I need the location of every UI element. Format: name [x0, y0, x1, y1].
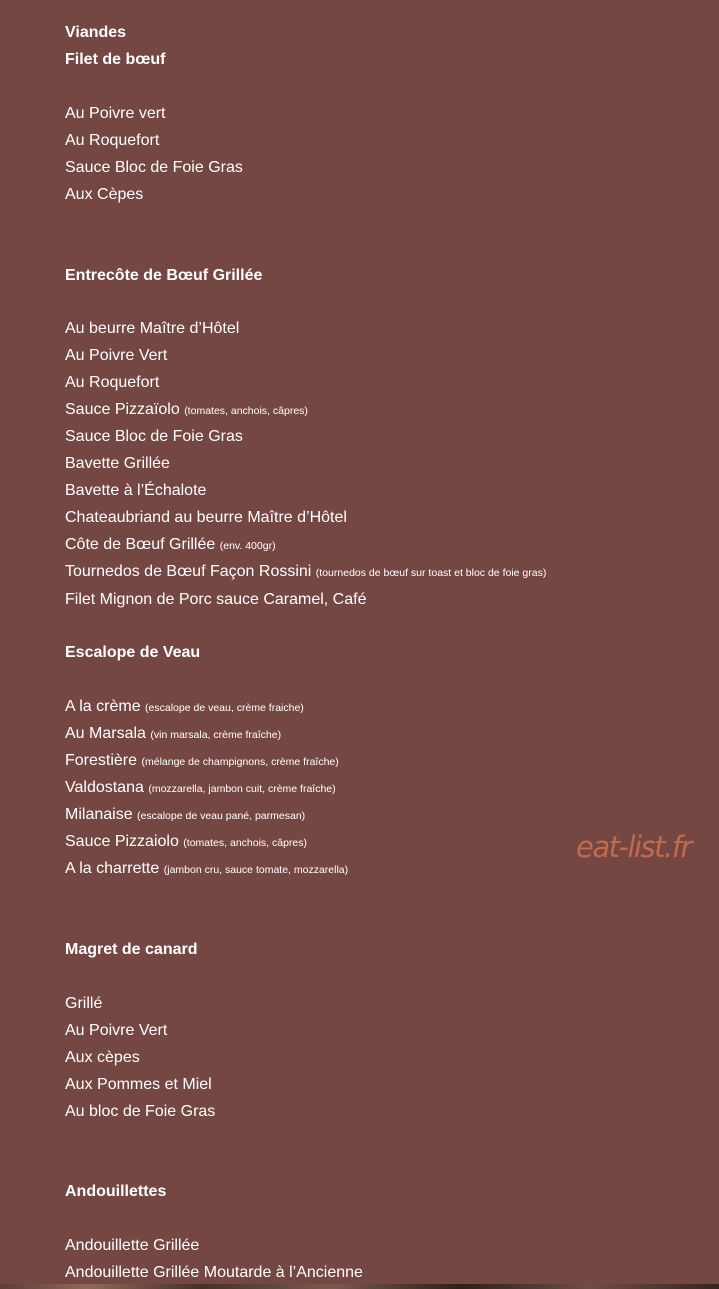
item-name: Côte de Bœuf Grillée: [65, 536, 216, 553]
menu-title: Viandes: [65, 24, 127, 41]
menu-item: [65, 481, 206, 501]
menu-item: [65, 832, 307, 853]
section-heading-escalope: Escalope de Veau: [65, 644, 201, 661]
item-note: (escalope de veau pané, parmesan): [137, 810, 306, 822]
item-name: Au Roquefort: [65, 374, 160, 391]
item-name: Valdostana: [65, 779, 144, 796]
item-name: Sauce Pizzaiolo: [65, 833, 179, 850]
menu-item: [65, 319, 239, 339]
menu-item: [65, 751, 339, 772]
item-name: Tournedos de Bœuf Façon Rossini: [65, 563, 312, 580]
menu-item: [65, 724, 281, 745]
item-note: (tournedos de bœuf sur toast et bloc de foie gras): [315, 567, 547, 579]
item-name: Au Poivre Vert: [65, 347, 168, 364]
menu-item: [65, 508, 347, 528]
item-note: (mélange de champignons, crème fraîche): [141, 756, 339, 768]
menu-item: [65, 373, 159, 393]
item-name: A la charrette: [65, 860, 160, 877]
menu-item: Au bloc de Foie Gras: [65, 1103, 216, 1120]
menu-item: Aux cèpes: [65, 1049, 140, 1066]
section-heading-filet: Filet de bœuf: [65, 51, 166, 68]
item-note: (vin marsala, crème fraîche): [150, 729, 282, 741]
item-name: Au Marsala: [65, 725, 146, 742]
cropped-photo-strip: [0, 1284, 719, 1289]
item-name: Milanaise: [65, 806, 133, 823]
menu-item: Andouillette Grillée: [65, 1237, 200, 1254]
section-heading-magret: Magret de canard: [65, 941, 198, 958]
menu-item: Grillé: [65, 995, 103, 1012]
menu-item: [65, 454, 170, 474]
menu-item: Au Poivre vert: [65, 105, 166, 122]
menu-item: [65, 590, 366, 610]
item-note: (mozzarella, jambon cuit, crème fraîche): [148, 783, 336, 795]
watermark-logo: eat-list.fr: [576, 830, 691, 864]
menu-item: [65, 535, 276, 556]
item-note: (escalope de veau, crème fraiche): [145, 702, 304, 714]
item-note: (env. 400gr): [219, 540, 276, 552]
menu-item: Aux Pommes et Miel: [65, 1076, 212, 1093]
menu-item: [65, 427, 243, 447]
menu-item: [65, 562, 546, 583]
item-name: Bavette Grillée: [65, 455, 170, 472]
section-heading-andouillettes: Andouillettes: [65, 1183, 167, 1200]
item-name: Sauce Pizzaïolo: [65, 401, 180, 418]
item-name: Chateaubriand au beurre Maître d’Hôtel: [65, 509, 347, 526]
menu-item: [65, 805, 305, 826]
item-name: Sauce Bloc de Foie Gras: [65, 428, 243, 445]
menu-item: Au Poivre Vert: [65, 1022, 168, 1039]
item-note: (tomates, anchois, câpres): [184, 405, 308, 417]
menu-item: [65, 859, 348, 880]
item-name: Au beurre Maître d’Hôtel: [65, 320, 240, 337]
item-name: A la crème: [65, 698, 141, 715]
item-note: (jambon cru, sauce tomate, mozzarella): [163, 864, 349, 876]
menu-item: [65, 346, 167, 366]
item-name: Filet Mignon de Porc sauce Caramel, Café: [65, 591, 367, 608]
menu-item: [65, 778, 336, 799]
item-name: Bavette à l’Échalote: [65, 482, 207, 499]
item-note: (tomates, anchois, câpres): [183, 837, 308, 849]
section-heading-entrecote: Entrecôte de Bœuf Grillée: [65, 267, 263, 284]
menu-item: [65, 697, 304, 718]
menu-item: [65, 400, 308, 421]
menu-item: Sauce Bloc de Foie Gras: [65, 159, 243, 176]
item-name: Forestière: [65, 752, 138, 769]
menu-item: Aux Cèpes: [65, 186, 144, 203]
menu-item: Andouillette Grillée Moutarde à l’Ancienne: [65, 1264, 363, 1281]
menu-item: Au Roquefort: [65, 132, 160, 149]
